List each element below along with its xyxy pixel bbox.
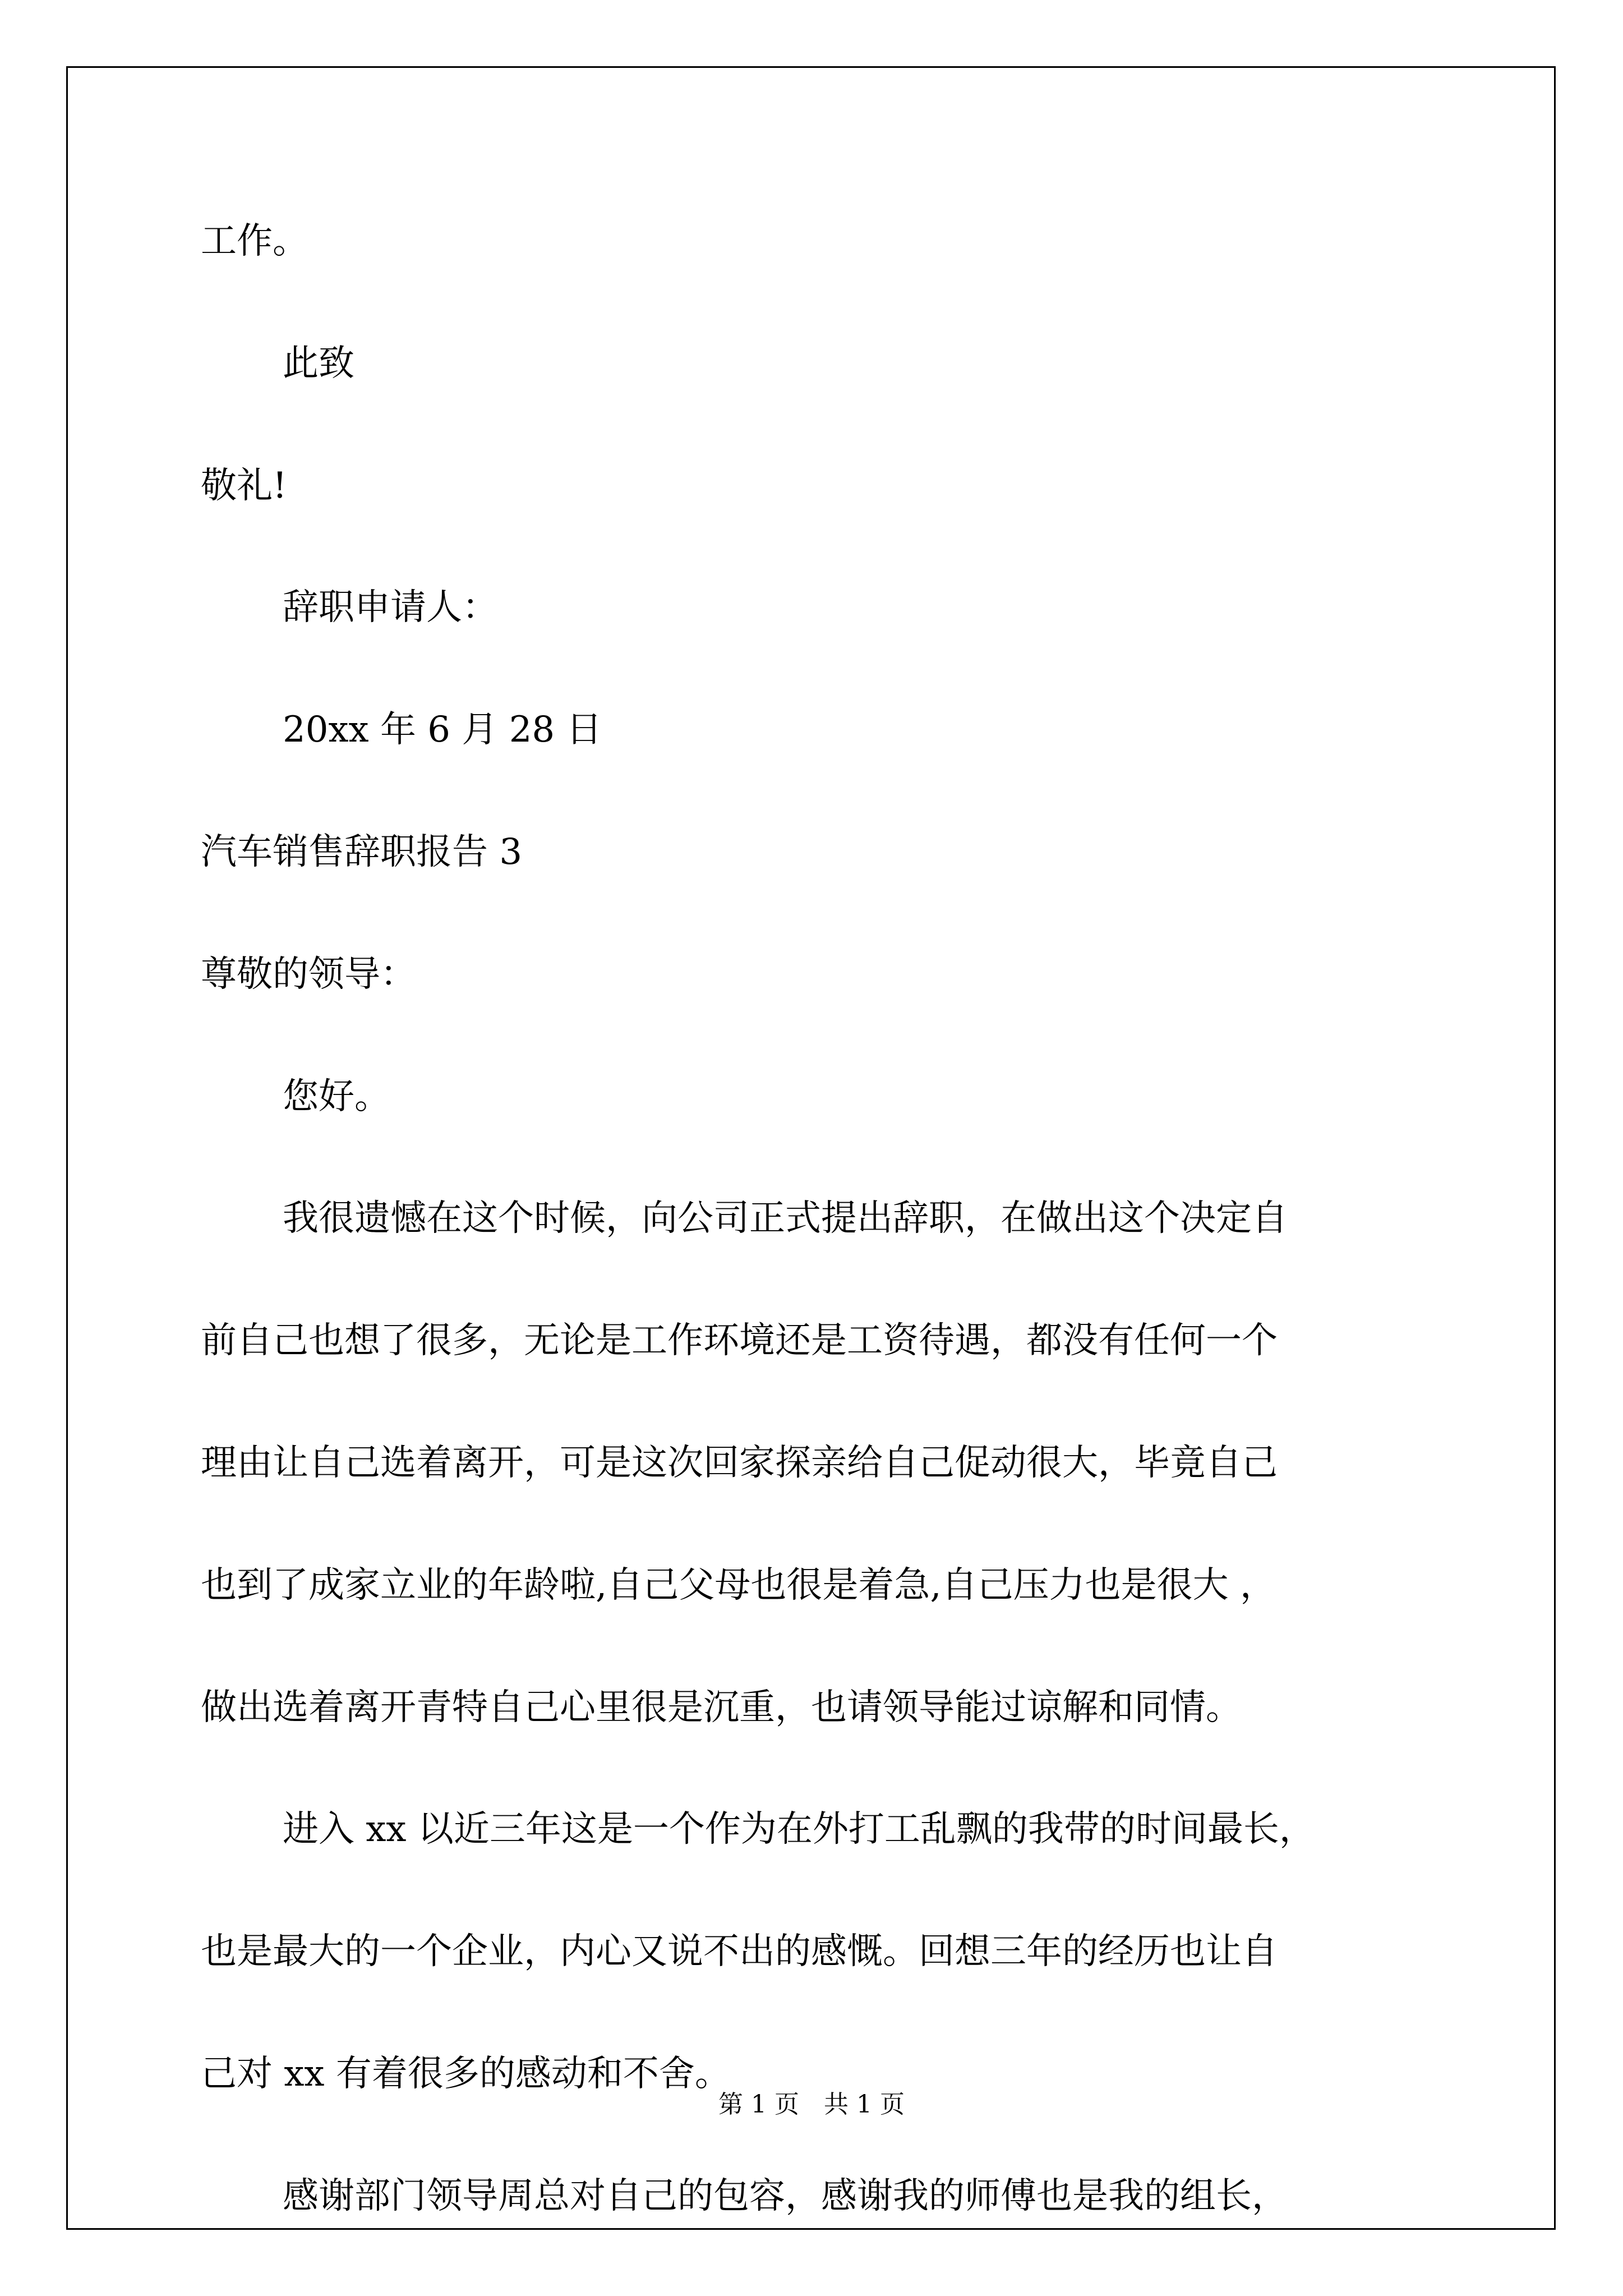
greeting: 您好。	[283, 1076, 390, 1117]
paragraph-line: 做出选着离开青特自己心里很是沉重，也请领导能过谅解和同情。	[201, 1687, 1242, 1728]
page-border	[66, 66, 1556, 2230]
paragraph-line: 前自己也想了很多，无论是工作环境还是工资待遇，都没有任何一个	[201, 1320, 1278, 1361]
paragraph-line: 我很遗憾在这个时候，向公司正式提出辞职，在做出这个决定自	[283, 1198, 1288, 1239]
text-line: 敬礼!	[201, 465, 287, 507]
paragraph-line: 也到了成家立业的年龄啦,自己父母也很是着急,自己压力也是很大 ，	[201, 1565, 1276, 1606]
text-line: 此致	[283, 343, 354, 384]
text-line: 工作。	[201, 220, 308, 262]
page-number-footer: 第 1 页 共 1 页	[718, 2090, 905, 2119]
salutation: 尊敬的领导：	[201, 954, 416, 995]
section-heading: 汽车销售辞职报告 3	[201, 831, 523, 873]
paragraph-line: 己对 xx 有着很多的感动和不舍。	[201, 2053, 731, 2095]
paragraph-line: 理由让自己选着离开，可是这次回家探亲给自己促动很大，毕竟自己	[201, 1442, 1278, 1484]
text-line: 辞职申请人：	[283, 587, 498, 628]
paragraph-line: 进入 xx 以近三年这是一个作为在外打工乱飘的我带的时间最长，	[283, 1809, 1315, 1850]
text-line: 20xx 年 6 月 28 日	[283, 709, 602, 751]
paragraph-line: 感谢部门领导周总对自己的包容，感谢我的师傅也是我的组长，	[283, 2175, 1288, 2217]
paragraph-line: 也是最大的一个企业，内心又说不出的感慨。回想三年的经历也让自	[201, 1931, 1278, 1972]
